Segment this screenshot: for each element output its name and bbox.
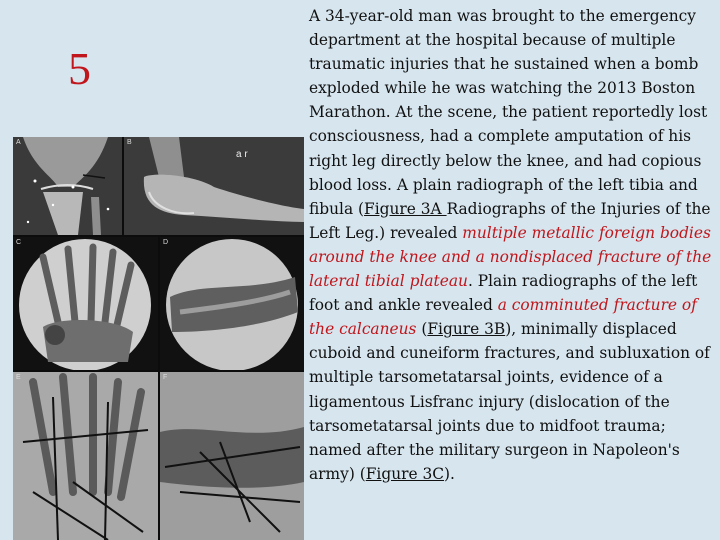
panel-label-e: E [16,374,21,381]
slide-number: 5 [68,43,91,94]
figure-3a-link[interactable]: Figure 3A [364,199,447,218]
highlight-finding: a comminuted fracture of the calcaneus [309,296,697,339]
foot-lateral-fixation-radiograph [160,372,304,540]
figure-3c-link[interactable]: Figure 3C [365,464,445,483]
case-text-part: ). [444,464,455,483]
panel-label-b: B [127,139,132,146]
panel-label-f: F [163,374,168,381]
foot-lateral-radiograph [124,137,304,235]
panel-label-a: A [16,139,21,146]
panel-label-c: C [16,239,22,246]
case-text-part: . Plain radiographs of the left foot and ankle revealed [309,272,698,315]
highlight-finding: multiple metallic foreign bodies around the knee and a nondisplaced fracture of the lateral tibial plateau [309,223,712,291]
foot-oblique-radiograph [160,237,304,370]
radiograph-panel-c [13,237,158,370]
case-text-part: Radiographs of the Injuries of the Left Leg.) revealed [309,199,711,242]
case-text-part: ), minimally displaced cuboid and cuneiform fractures, and subluxation of multiple tarsometatarsal joints, evidence of a ligamentous Lisfranc injury (dislocation of the tarsometatarsal joints due to midfoot trauma; named after the military surgeon in Napoleon's army) ( [309,320,710,483]
case-text-part: A 34-year-old man was brought to the emergency department at the hospital because of multiple traumatic injuries that he sustained when a bomb exploded while he was watching the 2013 Boston Marathon. At the scene, the patient reportedly lost consciousness, had a complete amputation of his right leg directly below the knee, and had copious blood loss. A plain radiograph of the left tibia and fibula ( [309,7,708,218]
radiograph-panel-b [124,137,304,235]
knee-radiograph [13,137,122,235]
radiograph-panel-e [13,372,158,540]
foot-fixation-radiograph [13,372,158,540]
radiograph-panel-d [160,237,304,370]
radiograph-figure [13,137,304,540]
figure-3b-link[interactable]: Figure 3B [427,320,506,339]
case-text-part: ( [416,320,428,339]
panel-label-d: D [163,239,169,246]
radiograph-panel-a [13,137,122,235]
case-description [309,4,717,486]
foot-ap-radiograph [13,237,158,370]
radiograph-marker: a r [236,149,248,160]
radiograph-panel-f [160,372,304,540]
